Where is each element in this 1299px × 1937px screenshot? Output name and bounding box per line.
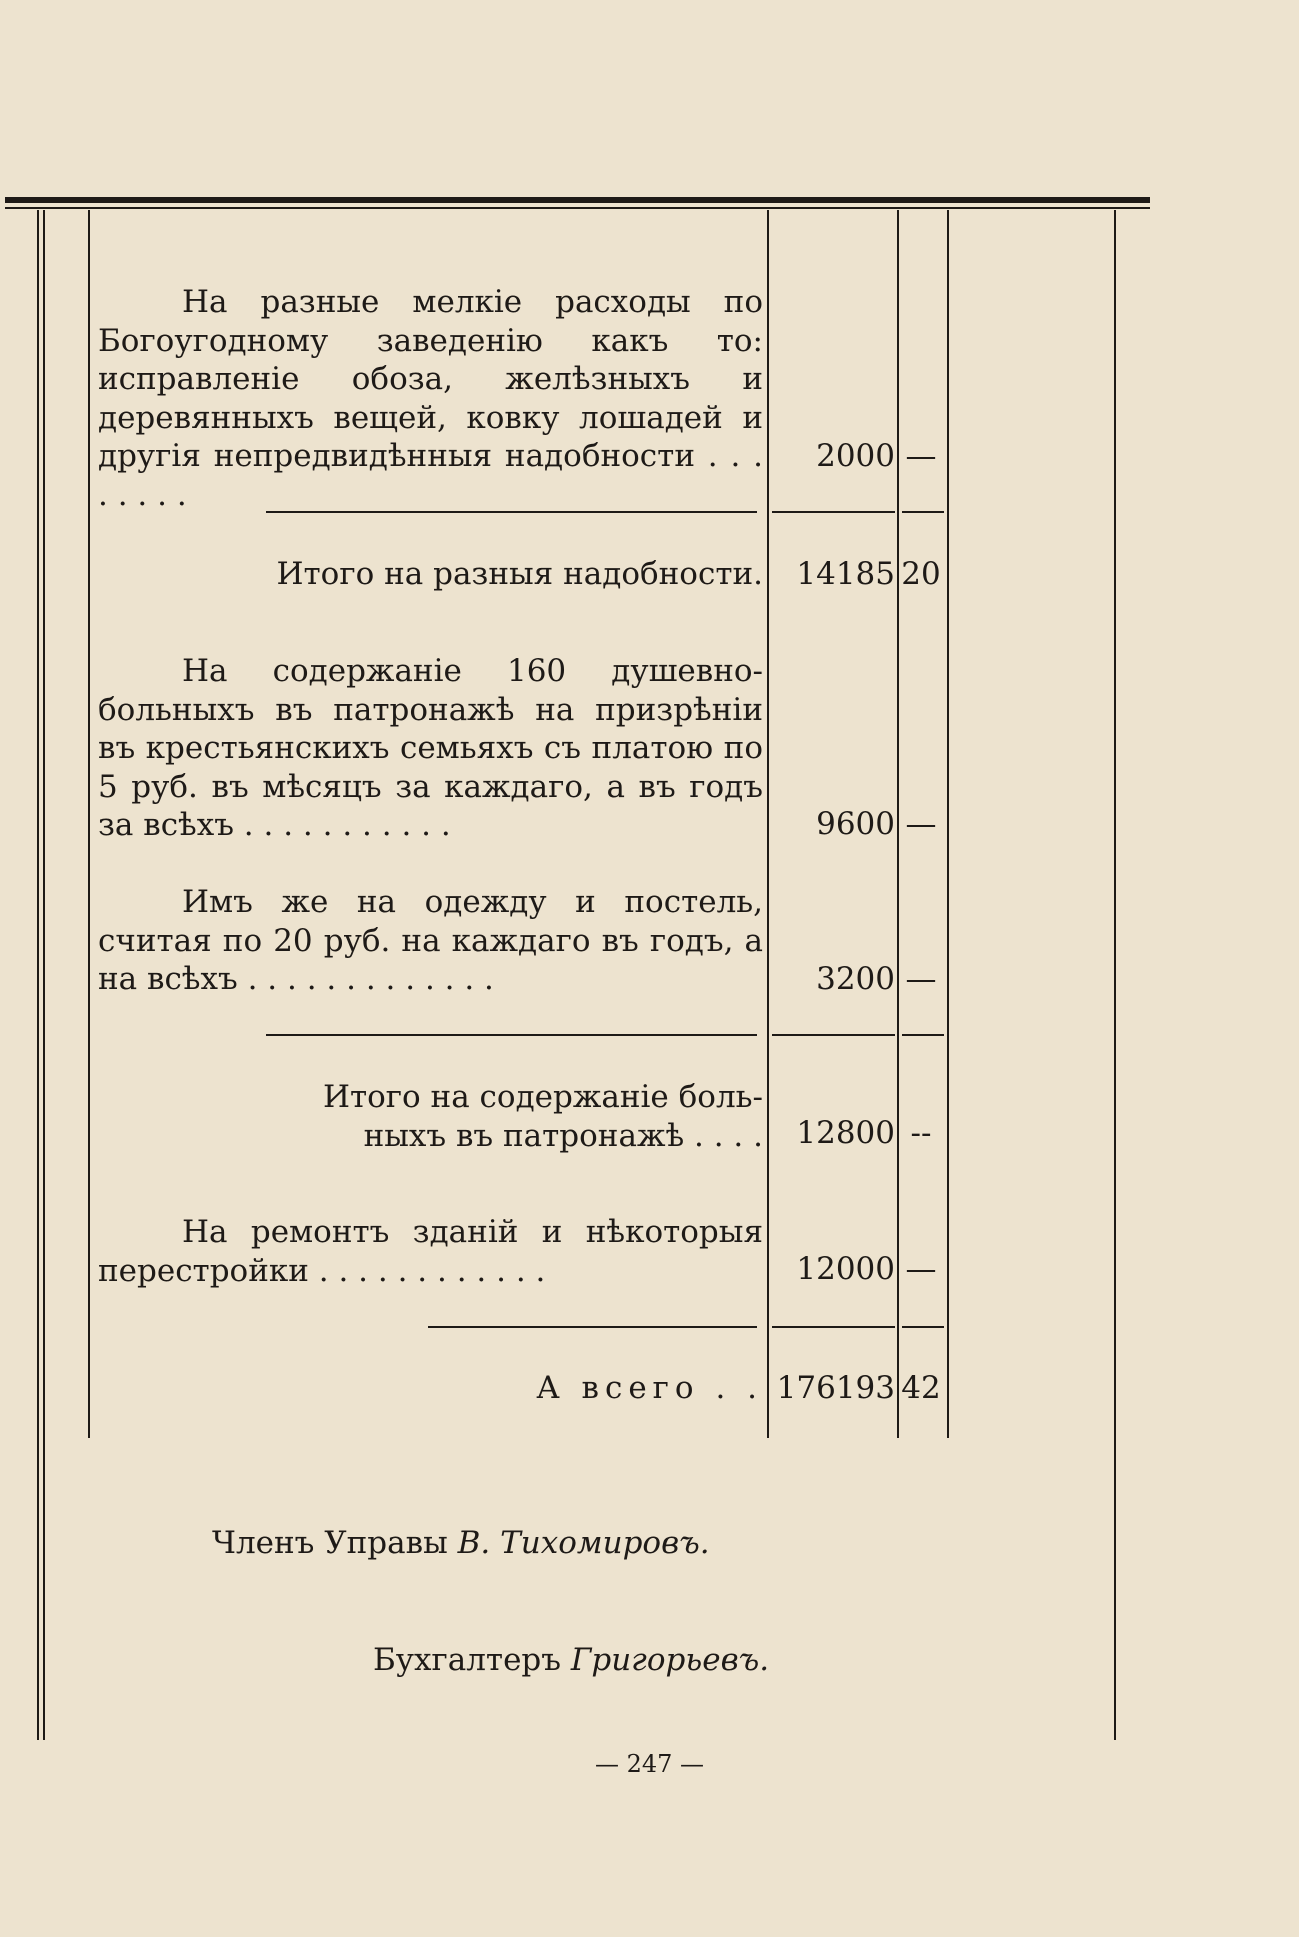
entry-misc-expenses <box>98 283 763 514</box>
entry-text: На ремонтъ зданій и нѣкоторыя перестройки . . . . . . . . . . . . <box>98 1214 763 1289</box>
total-patronage-line2: ныхъ въ патронажѣ . . . . <box>363 1117 763 1154</box>
page-number: — 247 — <box>594 1750 705 1778</box>
grand-total-rule-kop <box>902 1326 944 1328</box>
kop-clothing: — <box>905 961 937 997</box>
grand-total-rule <box>428 1326 757 1328</box>
column-divider-text <box>88 210 90 1438</box>
member-title: Членъ Управы <box>212 1525 448 1561</box>
amount-repairs: 12000 <box>796 1251 895 1287</box>
subtotal-rule-amount <box>772 1034 895 1036</box>
total-patronage-kop: -- <box>910 1115 932 1151</box>
kop-misc: — <box>905 438 937 474</box>
subtotal-rule <box>266 511 757 513</box>
grand-total-rule-amount <box>772 1326 895 1328</box>
column-divider-amount <box>767 210 769 1438</box>
total-misc-kop: 20 <box>901 556 941 592</box>
grand-total-label: А всего . . <box>536 1370 763 1406</box>
accountant-name: Григорьевъ. <box>570 1642 770 1678</box>
top-rule-thin <box>5 207 1150 209</box>
grand-total-amount: 176193 <box>776 1370 895 1406</box>
signature-accountant <box>373 1641 769 1679</box>
entry-repairs <box>98 1213 763 1290</box>
subtotal-rule-amount <box>772 511 895 513</box>
entry-text: На содержаніе 160 душевно-больныхъ въ патронажѣ на призрѣніи въ крестьянскихъ семьяхъ съ платою по 5 руб. въ мѣсяцъ за каждаго, а въ годъ за всѣхъ . . . . . . . . . . . <box>98 653 763 843</box>
entry-clothing <box>98 883 763 999</box>
accountant-title: Бухгалтеръ <box>373 1642 561 1678</box>
grand-total-kop: 42 <box>901 1370 941 1406</box>
subtotal-rule-kop <box>902 511 944 513</box>
total-misc-amount: 14185 <box>796 556 895 592</box>
amount-misc: 2000 <box>816 438 895 474</box>
table-border-right <box>1114 210 1116 1740</box>
top-rule <box>5 197 1150 203</box>
entry-patronage-care <box>98 652 763 845</box>
total-patronage-label <box>98 1078 763 1155</box>
kop-repairs: — <box>905 1251 937 1287</box>
signature-member <box>212 1524 710 1562</box>
entry-text: Имъ же на одежду и постель, считая по 20 руб. на каждаго въ годъ, а на всѣхъ . . . . . . . . . . . . . <box>98 884 763 997</box>
total-patronage-line1: Итого на содержаніе боль- <box>322 1079 763 1115</box>
table-border-left-outer <box>37 210 39 1740</box>
member-name: В. Тихомировъ. <box>457 1525 710 1561</box>
entry-text: На разные мелкіе расходы по Богоугодному заведенію какъ то: исправленіе обоза, желѣзныхъ и деревянныхъ вещей, ковку лошадей и другія непредвидѣнныя надобности . . . . . . . . <box>98 284 763 513</box>
table-border-left-inner <box>43 210 45 1740</box>
amount-clothing: 3200 <box>816 961 895 997</box>
total-misc-label: Итого на разныя надобности. <box>276 556 763 592</box>
subtotal-rule <box>266 1034 757 1036</box>
amount-patronage-care: 9600 <box>816 806 895 842</box>
total-patronage-amount: 12800 <box>796 1115 895 1151</box>
column-divider-right <box>947 210 949 1438</box>
subtotal-rule-kop <box>902 1034 944 1036</box>
kop-patronage-care: — <box>905 806 937 842</box>
